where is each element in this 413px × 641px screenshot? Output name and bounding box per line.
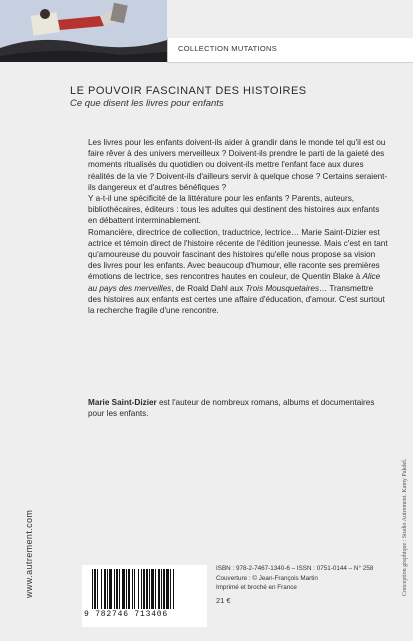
barcode-bar (146, 569, 148, 609)
design-credit: Conception graphique : Studio Autrement. Kamy Pakdel. (402, 458, 408, 596)
book-subtitle: Ce que disent les livres pour enfants (70, 98, 224, 109)
barcode-bar (114, 569, 115, 609)
barcode-bar (161, 569, 162, 609)
back-cover-blurb (88, 137, 388, 316)
barcode-bar (149, 569, 150, 609)
blurb-paragraph-1: Les livres pour les enfants doivent-ils aider à grandir dans le monde tel qu'il est ou faire rêver à des univers merveilleux ? Doivent-ils prendre le parti de la gaieté des moments ritualisés du quotidien ou doivent-ils mettre l'enfant face aux dures réalités de la vie ? Doivent-ils d'ailleurs servir à quelque chose ? Certains seraient-ils dangereux et d'autres bénéfiques ? (88, 138, 388, 192)
collection-bar (167, 38, 413, 63)
blurb-paragraph-2: Y a-t-il une spécificité de la littérature pour les enfants ? Parents, auteurs, bibliothécaires, éditeurs : tous les adultes qui destinent des histoires aux enfants en débattent interminablement. (88, 194, 380, 226)
barcode-bar (173, 569, 174, 609)
barcode-bar (132, 569, 133, 609)
barcode-bar (122, 569, 125, 609)
publication-info (216, 564, 396, 605)
barcode-bar (101, 569, 102, 609)
barcode-bar (166, 569, 169, 609)
barcode-bar (163, 569, 165, 609)
barcode-bar (151, 569, 154, 609)
barcode (82, 565, 207, 627)
barcode-bar (143, 569, 145, 609)
publisher-website: www.autrement.com (24, 509, 34, 598)
book-title: LE POUVOIR FASCINANT DES HISTOIRES (70, 85, 307, 97)
cover-illustration (0, 0, 167, 62)
barcode-bar (92, 569, 93, 609)
barcode-bar (138, 569, 139, 609)
author-note (88, 397, 388, 419)
collection-label: COLLECTION MUTATIONS (178, 44, 278, 53)
book-reference: Trois Mousquetaires (245, 283, 320, 293)
barcode-bar (155, 569, 156, 609)
barcode-bar (104, 569, 106, 609)
barcode-bar (126, 569, 127, 609)
reader-illustration (0, 0, 167, 62)
barcode-bars (92, 569, 198, 611)
isbn-line: ISBN : 978-2-7467-1340-6 – ISSN : 0751-0144 – N° 258 (216, 565, 374, 572)
barcode-bar (141, 569, 142, 609)
barcode-bar (94, 569, 96, 609)
price: 21 € (216, 595, 231, 605)
book-reference: Alice au pays des merveilles (88, 272, 381, 293)
barcode-bar (97, 569, 98, 609)
author-name: Marie Saint-Dizier (88, 398, 157, 407)
blurb-text: , de Roald Dahl aux (171, 283, 246, 293)
barcode-bar (128, 569, 130, 609)
barcode-bar (109, 569, 112, 609)
barcode-bar (158, 569, 160, 609)
barcode-bar (116, 569, 118, 609)
blurb-text: Romancière, directrice de collection, traductrice, lectrice… Marie Saint-Dizier est actrice et témoin direct de l'histoire récente de l'édition jeunesse. Mais c'est en tant qu'amoureuse du pouvoir fascinant des histoires qu'elle nous propose sa vision des livres pour les enfants. Avec beaucoup d'humour, elle raconte ses premières émotions de lectrice, ses rencontres hautes en couleur, de Quentin Blake à (88, 227, 388, 282)
barcode-bar (170, 569, 171, 609)
barcode-digits: 9 782746 713406 (84, 610, 169, 619)
printed-in: Imprimé et broché en France (216, 584, 297, 592)
blurb-paragraph-3 (88, 227, 388, 317)
author-bio: est l'auteur de nombreux romans, albums et documentaires pour les enfants. (88, 398, 375, 419)
barcode-bar (134, 569, 135, 609)
blurb-text: … Transmettre des histoires aux enfants est certes une affaire d'éducation, d'amour. C'est surtout la recherche fragile d'une rencontre. (88, 283, 385, 316)
barcode-bar (119, 569, 120, 609)
barcode-bar (107, 569, 108, 609)
cover-credit: Couverture : © Jean-François Martin (216, 574, 318, 582)
